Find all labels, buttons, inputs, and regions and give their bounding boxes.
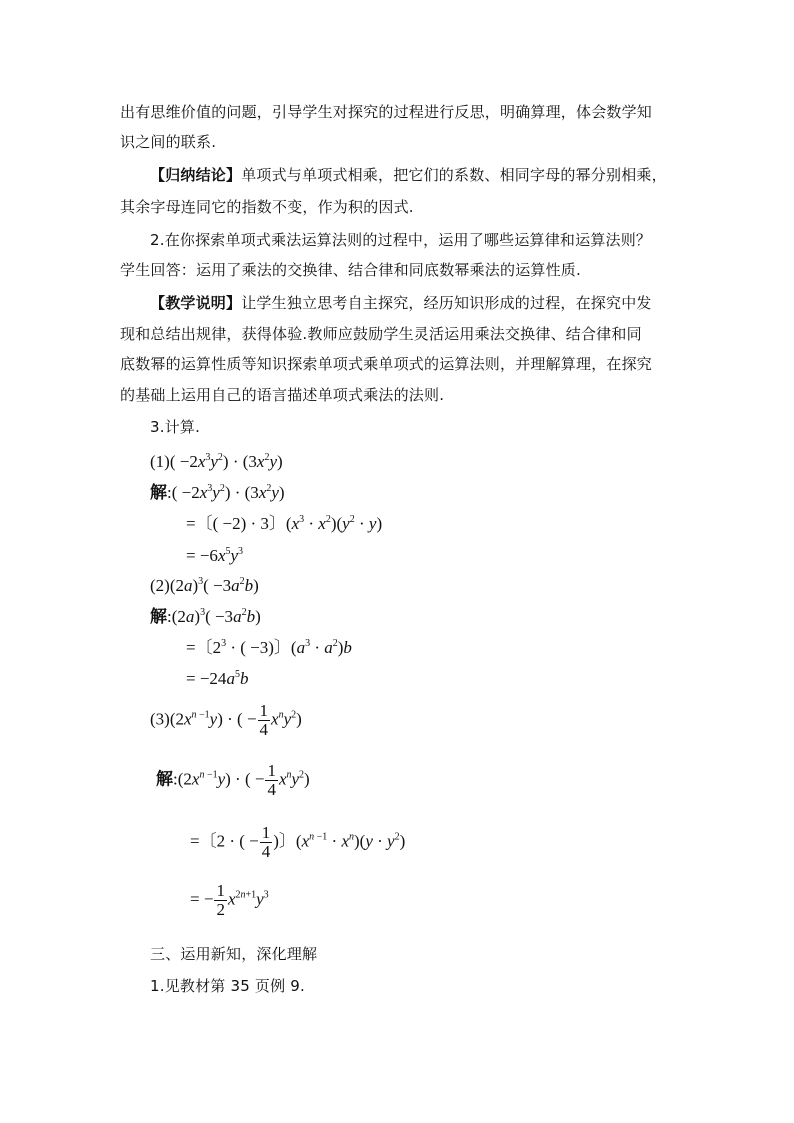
question-3: 3.计算.	[150, 418, 201, 436]
section-heading: 三、运用新知，深化理解	[150, 945, 318, 963]
solution-label: 解	[156, 769, 173, 790]
problem-2: $(2)(2a)^3( -3a^2b)$	[150, 576, 259, 595]
solution-3-result: = − $\frac{1}{2}$ $x^{2n+1}y^3$	[190, 881, 269, 919]
solution-1-step-1: 解:( $-2x^3y^2) \cdot (3x^2y)$	[150, 483, 285, 503]
paragraph-line: 现和总结出规律，获得体验.教师应鼓励学生灵活运用乘法交换律、结合律和同	[120, 325, 642, 343]
summary-paragraph	[150, 163, 667, 187]
paragraph-line: 底数幂的运算性质等知识探索单项式乘单项式的运算法则，并理解算理，在探究	[120, 355, 653, 373]
solution-label: 解	[150, 483, 167, 503]
paragraph-line: 识之间的联系.	[120, 133, 217, 151]
solution-label: 解	[150, 607, 167, 627]
solution-2-step-2: =〔$2^3$ · ( −3)〕$(a^3 \cdot a^2)b$	[186, 638, 352, 657]
question-2: 2.在你探索单项式乘法运算法则的过程中，运用了哪些运算律和运算法则？	[150, 231, 652, 249]
teaching-note-text: 让学生独立思考自主探究，经历知识形成的过程，在探究中发	[241, 294, 652, 312]
teaching-note-paragraph	[150, 291, 652, 315]
fraction: $\frac{1}{4}$	[259, 701, 269, 739]
solution-1-result: = $-6x^5y^3$	[186, 546, 244, 565]
student-answer: 学生回答：运用了乘法的交换律、结合律和同底数幂乘法的运算性质.	[120, 261, 581, 279]
solution-3-step-2: =〔2 · ( − $\frac{1}{4}$ )〕$(x^{n -1} \cdot x^n)(y \cdot y^2)$	[190, 823, 406, 861]
problem-3: $(3)(2x^{n -1}y)$ · ( − $\frac{1}{4}$ $x^ny^2$)	[150, 701, 302, 739]
solution-3-step-1: 解$:(2x^{n -1}y)$ · ( − $\frac{1}{4}$ $x^ny^2$)	[156, 761, 310, 799]
solution-2-result: = $-24a^5b$	[186, 669, 249, 688]
fraction: $\frac{1}{4}$	[261, 823, 271, 861]
solution-1-step-2: =〔( −2) · 3〕$(x^3 \cdot x^2)(y^2 \cdot y)$	[186, 514, 383, 533]
problem-1: $(1)( -2x^3y^2) \cdot (3x^2y)$	[150, 452, 283, 471]
fraction: $\frac{1}{4}$	[267, 761, 276, 799]
paragraph-line: 出有思维价值的问题，引导学生对探究的过程进行反思，明确算理，体会数学知	[120, 103, 653, 121]
teaching-note-label: 【教学说明】	[150, 294, 242, 312]
fraction: $\frac{1}{2}$	[216, 881, 225, 919]
summary-text: 单项式与单项式相乘，把它们的系数、相同字母的幂分别相乘，	[241, 166, 667, 184]
paragraph-line: 的基础上运用自己的语言描述单项式乘法的法则.	[120, 386, 445, 404]
paragraph-line: 其余字母连同它的指数不变，作为积的因式.	[120, 198, 414, 216]
solution-2-step-1: 解$:(2a)^3( -3a^2b)$	[150, 607, 261, 627]
summary-label: 【归纳结论】	[150, 166, 242, 184]
exercise-reference: 1.见教材第 35 页例 9.	[150, 977, 306, 995]
